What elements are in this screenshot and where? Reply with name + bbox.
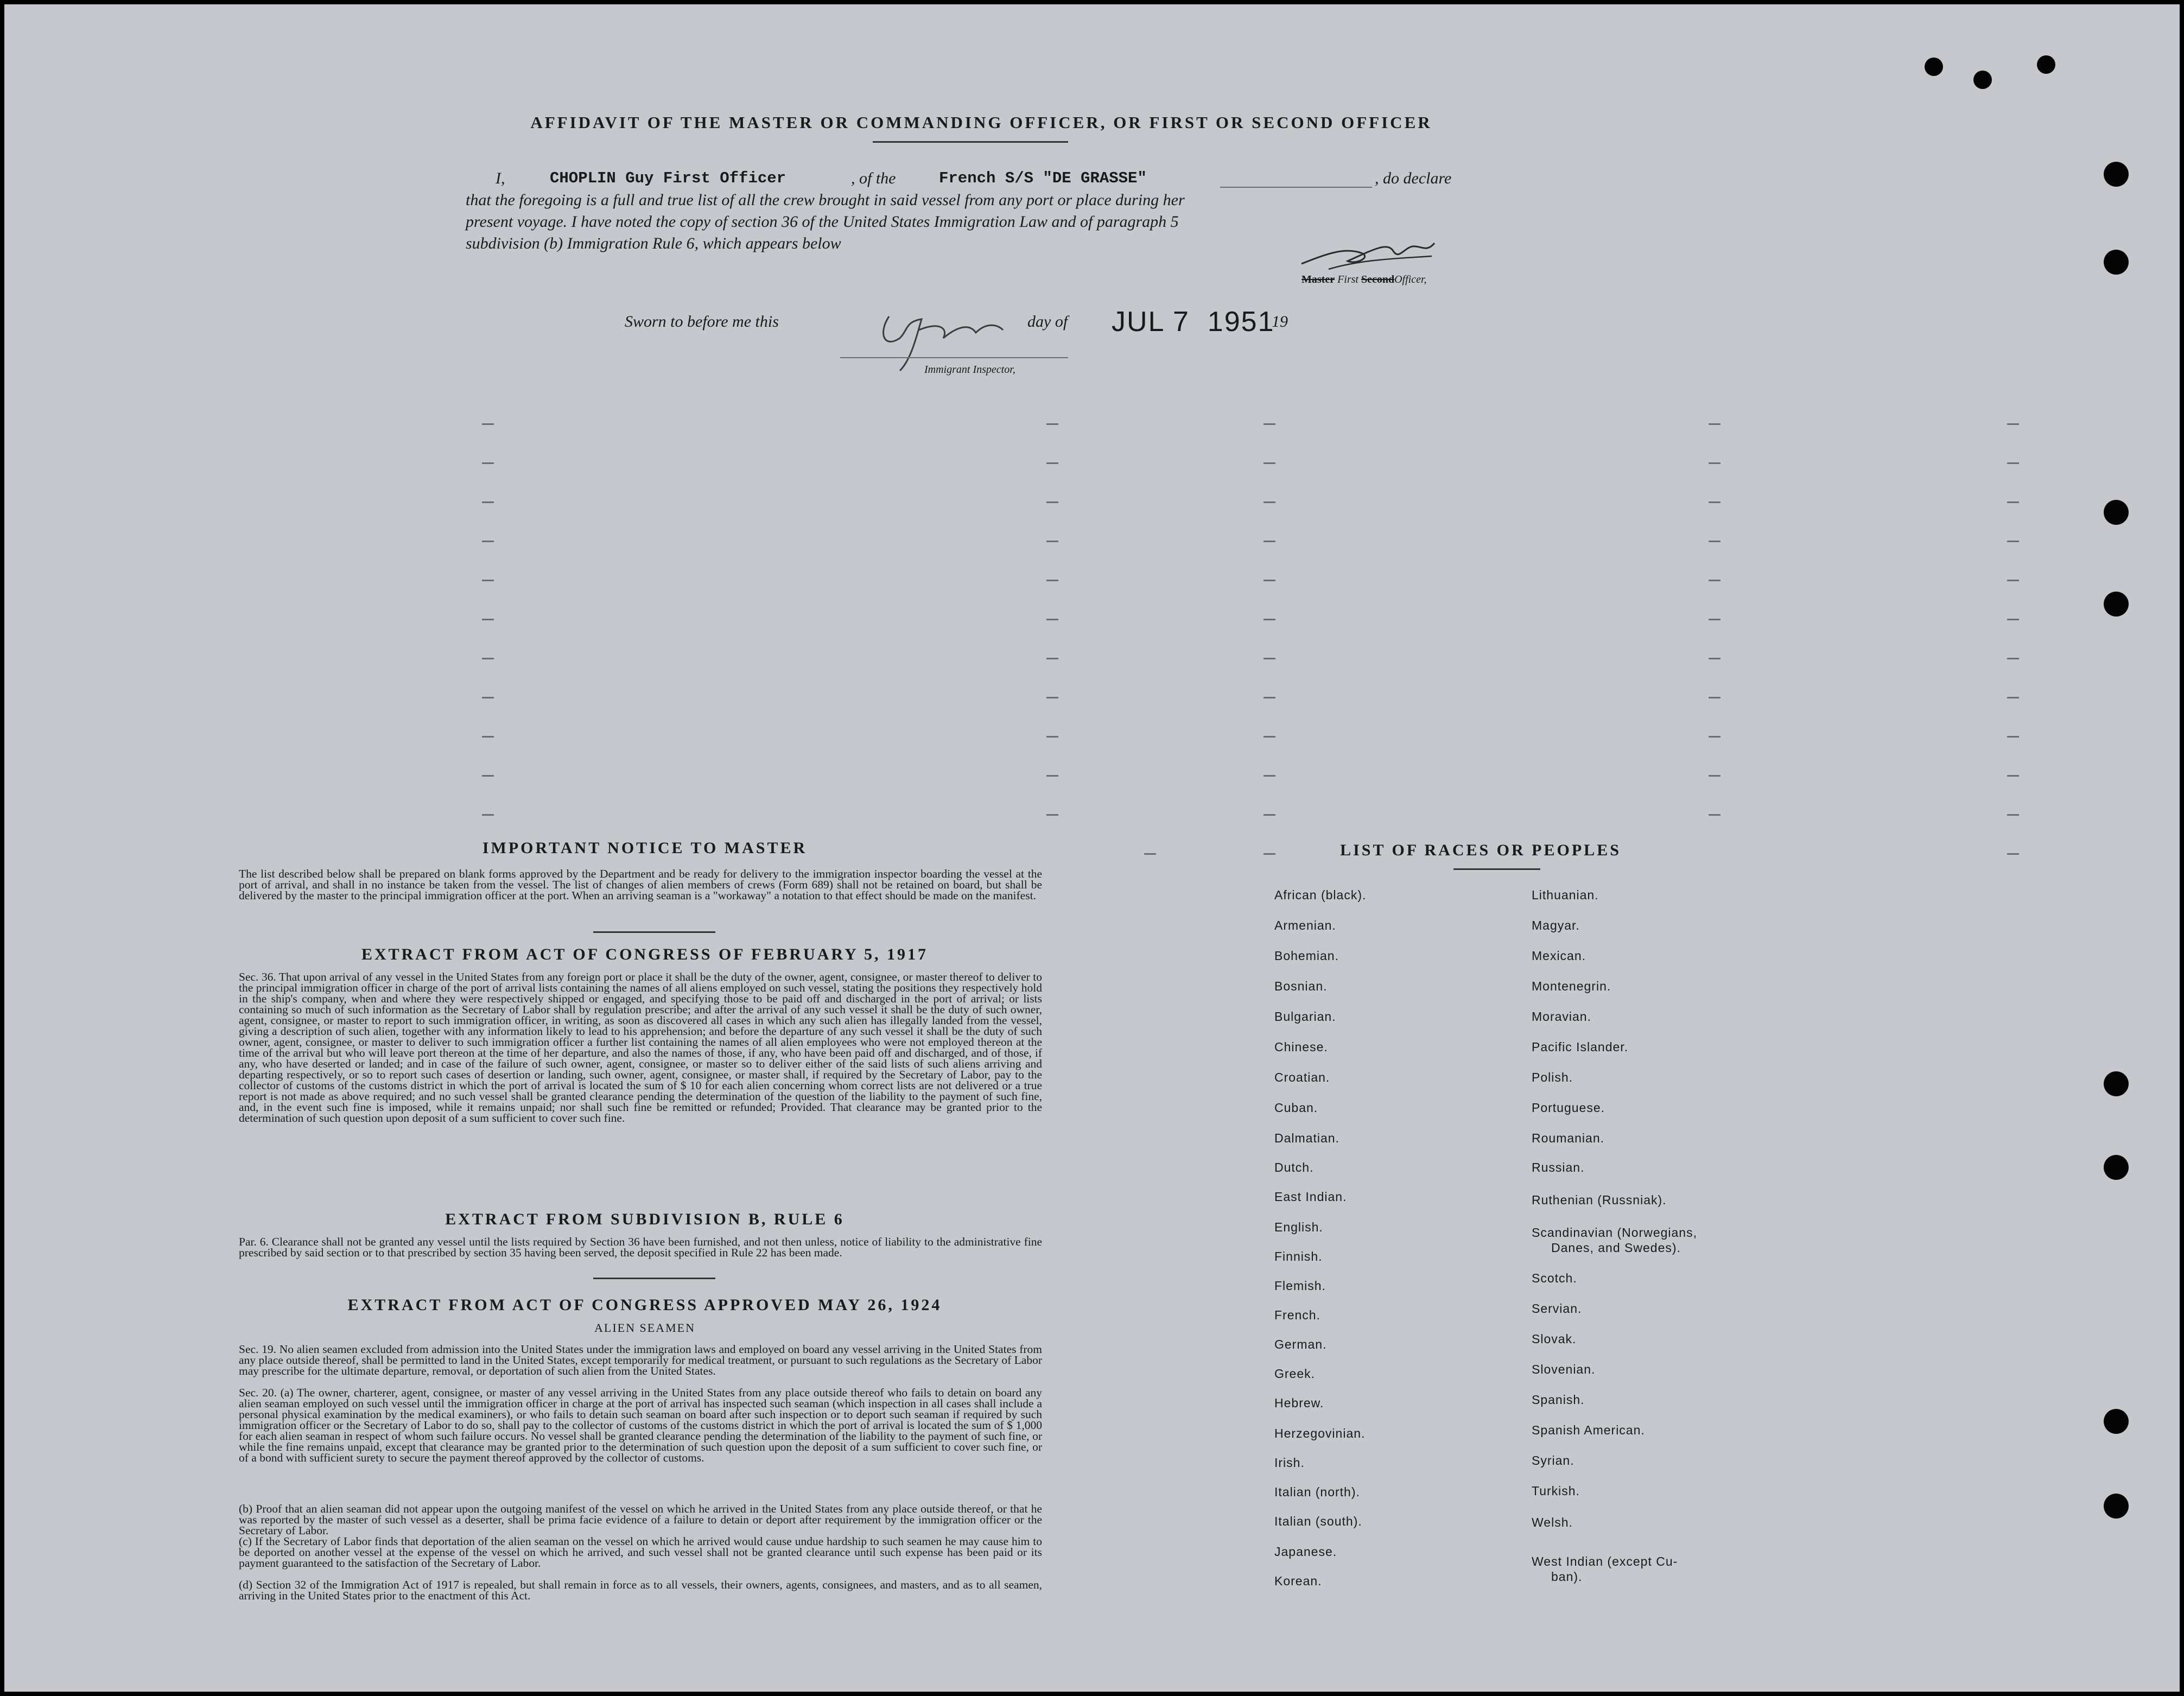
- punch-hole: [2104, 162, 2129, 187]
- extract-rule6-title: EXTRACT FROM SUBDIVISION B, RULE 6: [445, 1210, 845, 1228]
- races-title: LIST OF RACES OR PEOPLES: [1340, 841, 1621, 859]
- declarant-name: CHOPLIN Guy First Officer: [550, 169, 786, 187]
- race-item: Herzegovinian.: [1274, 1426, 1366, 1440]
- officer-signature: [1296, 231, 1448, 275]
- race-item: West Indian (except Cu-: [1532, 1554, 1678, 1568]
- race-item: Italian (south).: [1274, 1514, 1362, 1528]
- race-item: Korean.: [1274, 1574, 1322, 1588]
- punch-hole: [2104, 1071, 2129, 1096]
- race-item: Slovenian.: [1532, 1362, 1596, 1376]
- race-item: Bulgarian.: [1274, 1009, 1336, 1024]
- day-of-label: day of: [1027, 313, 1068, 331]
- punch-hole: [2104, 500, 2129, 525]
- vessel-name: French S/S "DE GRASSE": [939, 169, 1147, 187]
- race-item: Irish.: [1274, 1456, 1305, 1470]
- inspector-label: Immigrant Inspector,: [924, 364, 1015, 376]
- sworn-label: Sworn to before me this: [625, 313, 779, 331]
- punch-hole: [1925, 58, 1943, 76]
- declaration-line-3: present voyage. I have noted the copy of section 36 of the United States Immigration Law and of paragraph 5: [466, 213, 1179, 231]
- blank-line: [840, 357, 1068, 358]
- race-item: Chinese.: [1274, 1040, 1328, 1054]
- race-item: Japanese.: [1274, 1545, 1337, 1559]
- race-item: Polish.: [1532, 1070, 1573, 1084]
- extract-1917-title: EXTRACT FROM ACT OF CONGRESS OF FEBRUARY 5, 1917: [361, 945, 929, 963]
- notice-text: The list described below shall be prepared on blank forms approved by the Department and be ready for delivery to the immigration inspector boarding the vessel at the port of arrival, and shall in no instance be taken from the vessel. The list of changes of alien members of crews (Form 689) shall not be retained on board, but shall be delivered by the master to the principal immigration officer at the port. When an arriving seaman is a "workaway" a notation to that effect should be made on the manifest.: [239, 867, 1042, 902]
- race-item: Flemish.: [1274, 1279, 1326, 1293]
- race-item: English.: [1274, 1220, 1323, 1234]
- punch-hole: [2104, 250, 2129, 275]
- race-item: Cuban.: [1274, 1101, 1318, 1115]
- race-item: Bohemian.: [1274, 949, 1339, 963]
- extract-1917-text: Sec. 36. That upon arrival of any vessel in the United States from any foreign port or place it shall be the duty of the owner, agent, consignee, or master thereof to deliver to the principal immigration officer in charge of the port of arrival lists containing the names of all aliens employed on such vessel, stating the positions they respectively hold in the ship's company, when and where they were respectively shipped or engaged, and specifying those to be paid off and discharged in the port of arrival; or lists containing so much of such information as the Secretary of Labor shall by regulation prescribe; and after the arrival of any such vessel it shall be the duty of such owner, agent, consignee, or master to report to such immigration officer, in writing, as soon as discovered all cases in which any such alien has illegally landed from the vessel, giving a description of such alien, together with any information likely to lead to his apprehension; and before the departure of any such vessel it shall be the duty of such owner, agent, consignee, or master to deliver to such immigration officer a further list containing the names of all alien employees who were not employed thereon at the time of the arrival but who will leave port thereon at the time of her departure, and also the names of those, if any, who have been paid off and discharged, and of those, if any, who have deserted or landed; and in case of the failure of such owner, agent, consignee, or master so to deliver either of the said lists of such aliens arriving and departing respectively, or so to report such cases of desertion or landing, such owner, agent, consignee, or master shall, if required by the Secretary of Labor, pay to the collector of customs of the customs district in which the port of arrival is located the sum of $ 10 for each alien concerning whom correct lists are not delivered or a true report is not made as above required; and no such vessel shall be granted clearance pending the determination of the question of the liability to the payment of such fine, and, in the event such fine is imposed, while it remains unpaid; nor shall such fine be remitted or refunded; Provided. That clearance may be granted prior to the determination of such question upon deposit of a sum sufficient to cover such fine.: [239, 970, 1042, 1125]
- officer-second-struck: Second: [1361, 274, 1395, 285]
- race-item: Hebrew.: [1274, 1396, 1324, 1410]
- extract-1924-p2: Sec. 20. (a) The owner, charterer, agent, consignee, or master of any vessel arriving in the United States from any place outside thereof who fails to detain on board any alien seaman employed on such vessel until the immigration officer in charge at the port of arrival has inspected such seaman (which inspection in all cases shall include a personal physical examination by the medical examiners), or who fails to detain such seaman on board after such inspection or to deport such seaman if required by such immigration officer or the Secretary of Labor to do so, shall pay to the collector of customs of the customs district in which the port of arrival is located the sum of $ 1,000 for each alien seaman in respect of whom such failure occurs. No vessel shall be granted clearance pending the determination of the liability to the payment of such fine, or while the fine remains unpaid, except that clearance may be granted prior to the determination of such question upon the deposit of a sum sufficient to cover such fine, or of a bond with sufficient surety to secure the payment thereof approved by the collector of customs.: [239, 1386, 1042, 1464]
- race-item: Italian (north).: [1274, 1485, 1360, 1499]
- race-item: Spanish American.: [1532, 1423, 1645, 1437]
- year-prefix: 19: [1272, 313, 1288, 331]
- extract-rule6-text: Par. 6. Clearance shall not be granted any vessel until the lists required by Section 36 have been furnished, and not then unless, notice of liability to the administrative fine prescribed by said section or to that prescribed by section 35 having been served, the deposit specified in Rule 22 has been made.: [239, 1235, 1042, 1259]
- race-item: Portuguese.: [1532, 1101, 1605, 1115]
- declaration-line-4: subdivision (b) Immigration Rule 6, which appears below: [466, 234, 841, 252]
- punch-hole: [2104, 1155, 2129, 1180]
- do-declare-label: , do declare: [1375, 169, 1452, 187]
- race-item: Armenian.: [1274, 918, 1336, 932]
- punch-hole: [1973, 71, 1992, 89]
- race-item: Roumanian.: [1532, 1131, 1605, 1145]
- alien-seamen-subtitle: ALIEN SEAMEN: [594, 1321, 695, 1335]
- race-item: Servian.: [1532, 1301, 1582, 1316]
- race-item: French.: [1274, 1308, 1320, 1322]
- race-item: Dalmatian.: [1274, 1131, 1339, 1145]
- races-underline: [1453, 868, 1540, 870]
- of-the-label: , of the: [851, 169, 896, 187]
- race-item: Magyar.: [1532, 918, 1580, 932]
- race-item: Pacific Islander.: [1532, 1040, 1629, 1054]
- race-item: Dutch.: [1274, 1160, 1314, 1174]
- punch-hole: [2104, 1494, 2129, 1519]
- race-item: East Indian.: [1274, 1190, 1347, 1204]
- race-item: Turkish.: [1532, 1484, 1580, 1498]
- extract-1924-p4: (c) If the Secretary of Labor finds that deportation of the alien seaman on the vessel on which he arrived would cause undue hardship to such seamen he may cause him to be deported on another vessel at the expense of the vessel on which he arrived, and such vessel shall not be granted clearance until such expense has been paid or its payment guaranteed to the satisfaction of the Secretary of Labor.: [239, 1535, 1042, 1570]
- notice-title: IMPORTANT NOTICE TO MASTER: [482, 839, 808, 857]
- race-item: Danes, and Swedes).: [1551, 1241, 1681, 1255]
- race-item: Finnish.: [1274, 1249, 1323, 1263]
- divider: [593, 931, 715, 933]
- race-item: Syrian.: [1532, 1453, 1574, 1468]
- race-item: Greek.: [1274, 1367, 1316, 1381]
- extract-1924-p3: (b) Proof that an alien seaman did not appear upon the outgoing manifest of the vessel on which he arrived in the United States from any place outside thereof, or that he was reported by the master of such vessel as a deserter, shall be prima facie evidence of a failure to detain or deport after requirement by the immigration officer or the Secretary of Labor.: [239, 1502, 1042, 1537]
- race-item: Montenegrin.: [1532, 979, 1611, 993]
- race-item: German.: [1274, 1337, 1327, 1351]
- punch-hole: [2104, 592, 2129, 617]
- race-item: Spanish.: [1532, 1393, 1585, 1407]
- race-item: Scandinavian (Norwegians,: [1532, 1225, 1697, 1240]
- race-item: Mexican.: [1532, 949, 1586, 963]
- title-underline: [873, 141, 1068, 143]
- race-item: Slovak.: [1532, 1332, 1577, 1346]
- race-item: ban).: [1551, 1570, 1583, 1584]
- race-item: Bosnian.: [1274, 979, 1328, 993]
- divider: [593, 1278, 715, 1279]
- declaration-line-1: I,: [496, 169, 505, 187]
- date-stamp: JUL 7 1951: [1112, 306, 1275, 338]
- race-item: Lithuanian.: [1532, 888, 1599, 902]
- extract-1924-p5: (d) Section 32 of the Immigration Act of 1917 is repealed, but shall remain in force as to all vessels, their owners, agents, consignees, and masters, and as to all seamen, arriving in the United States prior to the enactment of this Act.: [239, 1578, 1042, 1602]
- officer-title: [1301, 274, 1427, 286]
- race-item: Scotch.: [1532, 1271, 1577, 1285]
- manifest-page: [4, 4, 2180, 1692]
- extract-1924-p1: Sec. 19. No alien seamen excluded from admission into the United States under the immigration laws and employed on board any vessel arriving in the United States from any place outside thereof, shall be permitted to land in the United States, except temporarily for medical treatment, or pursuant to such regulations as the Secretary of Labor may prescribe for the ultimate departure, removal, or deportation of such alien from the United States.: [239, 1343, 1042, 1377]
- blank-line: [1220, 187, 1372, 188]
- race-item: Russian.: [1532, 1160, 1585, 1174]
- race-item: Moravian.: [1532, 1009, 1591, 1024]
- officer-master-struck: Master: [1301, 274, 1335, 285]
- race-item: African (black).: [1274, 888, 1367, 902]
- punch-hole: [2104, 1409, 2129, 1434]
- race-item: Croatian.: [1274, 1070, 1330, 1084]
- officer-first: First: [1337, 274, 1358, 285]
- extract-1924-title: EXTRACT FROM ACT OF CONGRESS APPROVED MAY 26, 1924: [347, 1296, 942, 1314]
- declaration-line-2: that the foregoing is a full and true list of all the crew brought in said vessel from any port or place during her: [466, 191, 1185, 209]
- affidavit-title: AFFIDAVIT OF THE MASTER OR COMMANDING OFFICER, OR FIRST OR SECOND OFFICER: [530, 113, 1432, 132]
- punch-hole: [2037, 55, 2055, 74]
- race-item: Welsh.: [1532, 1515, 1573, 1529]
- officer-suffix: Officer,: [1394, 274, 1427, 285]
- race-item: Ruthenian (Russniak).: [1532, 1193, 1667, 1207]
